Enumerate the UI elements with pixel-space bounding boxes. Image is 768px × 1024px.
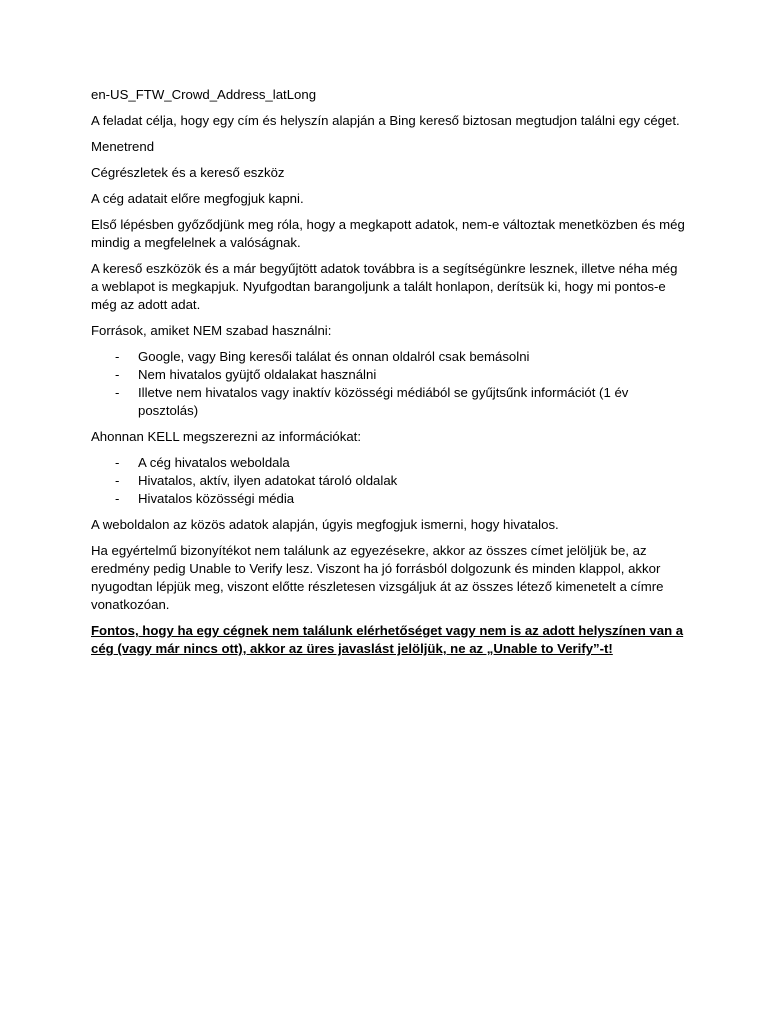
forbidden-sources-list (91, 348, 688, 420)
list-bullet: - (115, 455, 120, 470)
heading-menetrend: Menetrend (91, 139, 155, 154)
list-item-text: Google, vagy Bing keresői találat és onnan oldalról csak bemásolni (138, 349, 530, 364)
list-item (91, 454, 688, 472)
list-bullet: - (115, 367, 120, 382)
list-item-text: A cég hivatalos weboldala (138, 455, 290, 470)
list-bullet: - (115, 473, 120, 488)
list-item-text: Hivatalos közösségi média (138, 491, 295, 506)
list-item (91, 366, 688, 384)
first-step-paragraph: Első lépésben győződjünk meg róla, hogy a megkapott adatok, nem-e változtak menetközben és még mindig a megfelelnek a valóságnak. (91, 217, 685, 250)
list-bullet: - (115, 491, 120, 506)
document-title: en-US_FTW_Crowd_Address_latLong (91, 87, 317, 102)
website-paragraph: A weboldalon az közös adatok alapján, úgyis megfogjuk ismerni, hogy hivatalos. (91, 517, 559, 532)
list-item-text: Nem hivatalos gyüjtő oldalakat használni (138, 367, 377, 382)
list-item (91, 472, 688, 490)
unable-to-verify-paragraph: Ha egyértelmű bizonyítékot nem találunk az egyezésekre, akkor az összes címet jelöljük be, az eredmény pedig Unable to Verify lesz. Viszont ha jó forrásból dolgozunk és minden klappol, akkor nyugodtan lépjük meg, viszont előtte részletesen vizsgáljuk át az összes létező kimenetelt a címre vonatkozóan. (91, 543, 664, 612)
company-data-paragraph: A cég adatait előre megfogjuk kapni. (91, 191, 304, 206)
heading-company-details: Cégrészletek és a kereső eszköz (91, 165, 285, 180)
list-item (91, 348, 688, 366)
intro-paragraph: A feladat célja, hogy egy cím és helyszín alapján a Bing kereső biztosan megtudjon találni egy céget. (91, 113, 680, 128)
list-bullet: - (115, 349, 120, 364)
important-note: Fontos, hogy ha egy cégnek nem találunk elérhetőséget vagy nem is az adott helyszínen van a cég (vagy már nincs ott), akkor az üres javaslást jelöljük, ne az „Unable to Verify”-t! (91, 623, 684, 656)
list-bullet: - (115, 385, 120, 400)
list-item (91, 384, 688, 420)
forbidden-sources-heading: Források, amiket NEM szabad használni: (91, 323, 332, 338)
required-sources-heading: Ahonnan KELL megszerezni az információkat: (91, 429, 362, 444)
list-item-text: Illetve nem hivatalos vagy inaktív közösségi médiából se gyűjtsűnk információt (1 év posztolás) (138, 385, 629, 418)
list-item (91, 490, 688, 508)
tools-paragraph: A kereső eszközök és a már begyűjtött adatok továbbra is a segítségünkre lesznek, illetve néha még a weblapot is megkapjuk. Nyufgodtan barangoljunk a talált honlapon, derítsük ki, hogy mi pontos-e még az adott adat. (91, 261, 678, 312)
required-sources-list (91, 454, 688, 508)
list-item-text: Hivatalos, aktív, ilyen adatokat tároló oldalak (138, 473, 398, 488)
